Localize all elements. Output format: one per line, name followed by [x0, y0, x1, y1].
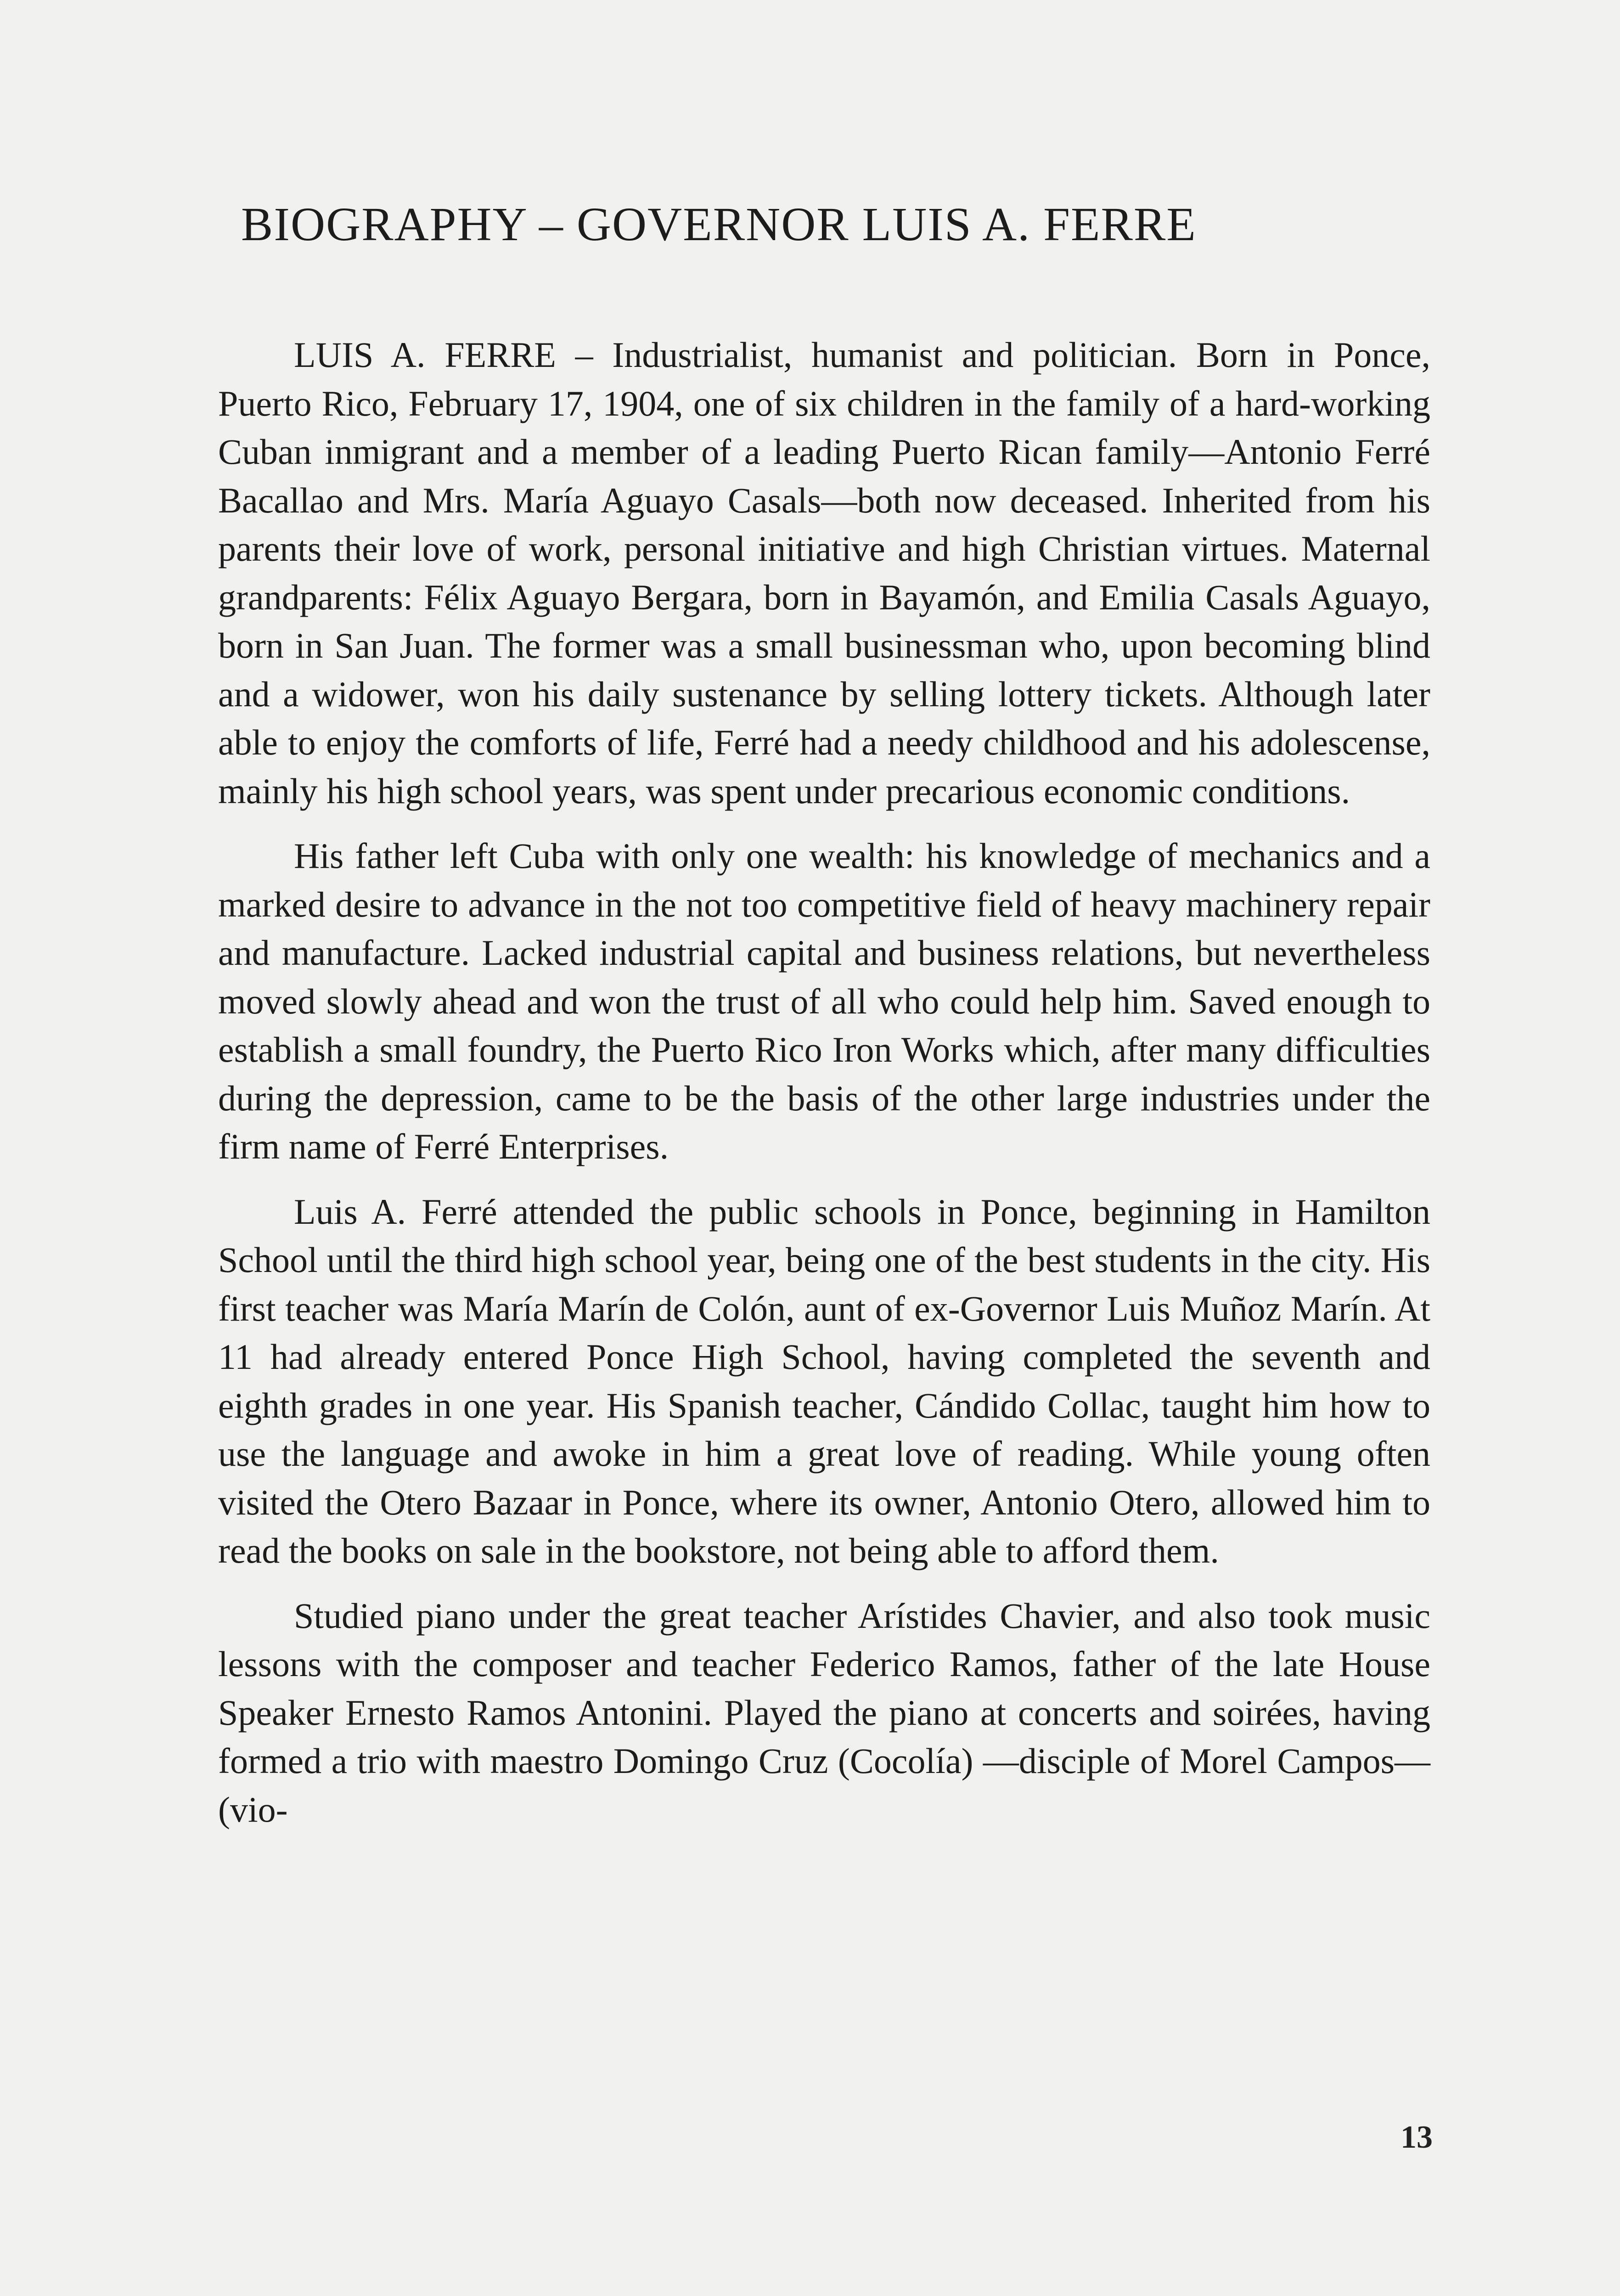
paragraph-music: Studied piano under the great teacher Arístides Chavier, and also took music lessons with the composer and teacher Federico Ramos, father of the late House Speaker Ernesto Ramos Antonini. Played the piano at concerts and soirées, having formed a trio with maestro Domingo Cruz (Cocolía) —disciple of Morel Campos— (vio- [218, 1595, 1430, 1829]
paragraph-father: His father left Cuba with only one wealth: his knowledge of mechanics and a marked desire to advance in the not too competitive field of heavy machinery repair and manufacture. Lacked industrial capital and business relations, but nevertheless moved slowly ahead and won the trust of all who could help him. Saved enough to establish a small foundry, the Puerto Rico Iron Works which, after many difficulties during the depression, came to be the basis of the other large industries under the firm name of Ferré Enterprises. [218, 836, 1430, 1166]
page-title: BIOGRAPHY – GOVERNOR LUIS A. FERRE [241, 198, 1197, 251]
paragraph-education: Luis A. Ferré attended the public schools in Ponce, beginning in Hamilton School until the third high school year, being one of the best students in the city. His first teacher was María Marín de Colón, aunt of ex-Governor Luis Muñoz Marín. At 11 had already entered Ponce High School, having completed the seventh and eighth grades in one year. His Spanish teacher, Cándido Collac, taught him how to use the language and awoke in him a great love of reading. While young often visited the Otero Bazaar in Ponce, where its owner, Antonio Otero, allowed him to read the books on sale in the bookstore, not being able to afford them. [218, 1191, 1430, 1570]
paragraph-early-life: LUIS A. FERRE – Industrialist, humanist and politician. Born in Ponce, Puerto Rico, February 17, 1904, one of six children in the family of a hard-working Cuban inmigrant and a member of a leading Puerto Rican family—Antonio Ferré Bacallao and Mrs. María Aguayo Casals—both now deceased. Inherited from his parents their love of work, personal initiative and high Christian virtues. Maternal grandparents: Félix Aguayo Bergara, born in Bayamón, and Emilia Casals Aguayo, born in San Juan. The former was a small businessman who, upon becoming blind and a widower, won his daily sustenance by selling lottery tickets. Although later able to enjoy the comforts of life, Ferré had a needy childhood and his adolescense, mainly his high school years, was spent under precarious economic conditions. [218, 335, 1430, 811]
body-text [218, 331, 1430, 1850]
page-number: 13 [1401, 2120, 1433, 2155]
